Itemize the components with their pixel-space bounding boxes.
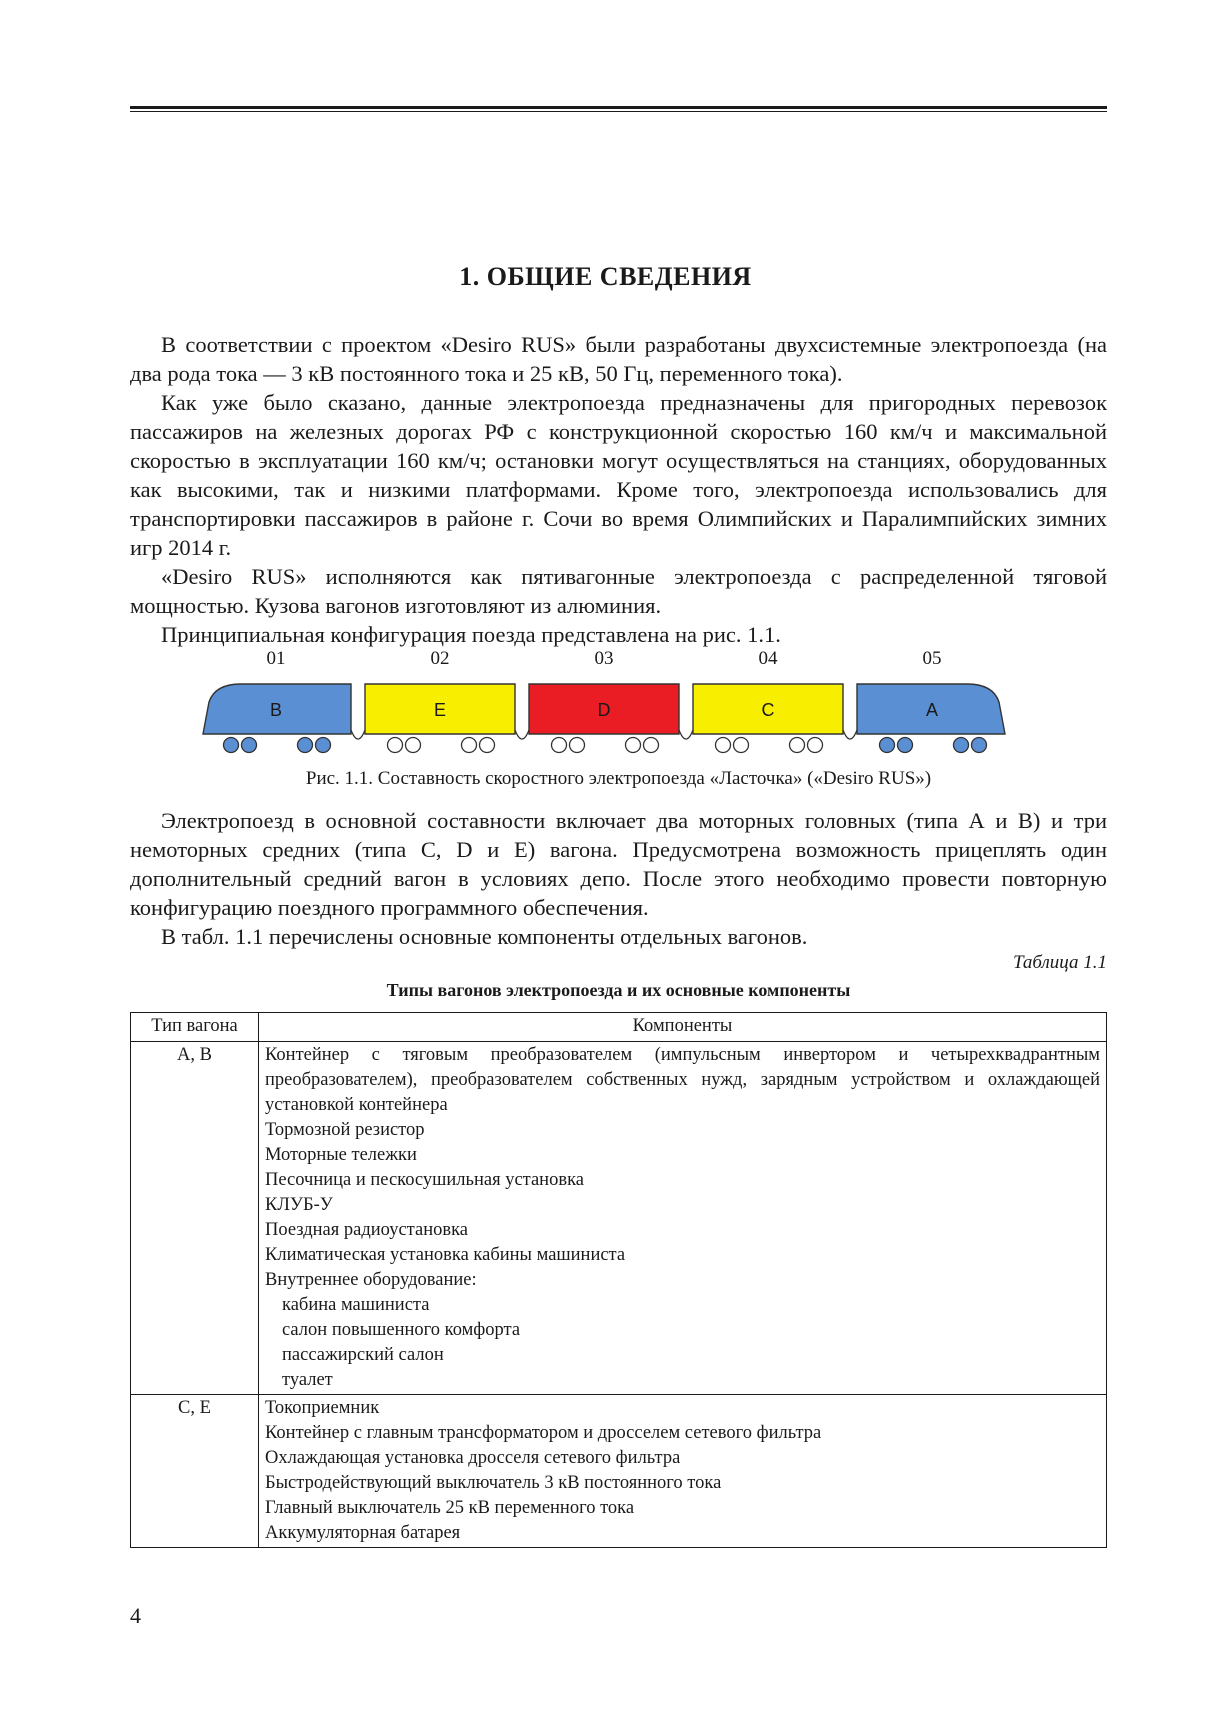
body-text bbox=[130, 806, 1107, 951]
train-diagram bbox=[195, 648, 1045, 758]
trailer-wheel bbox=[570, 738, 585, 753]
car-type-label: E bbox=[433, 700, 447, 720]
component-item: Главный выключатель 25 кВ переменного тока bbox=[265, 1498, 635, 1518]
paragraph: «Desiro RUS» исполняются как пятивагонные электропоезда с распределенной тяговой мощностью. Кузова вагонов изготовляют из алюминия. bbox=[130, 564, 1107, 618]
components-cell bbox=[259, 1395, 1107, 1548]
car-number-label: 05 bbox=[922, 648, 942, 669]
coupler bbox=[843, 730, 857, 739]
paragraph: Как уже было сказано, данные электропоезда предназначены для пригородных перевозок пассажиров на железных дорогах РФ с конструкционной скоростью 160 км/ч и максимальной скоростью в эксплуатации 160 км/ч; остановки могут осуществляться на станциях, оборудованных как высокими, так и низкими платформами. Кроме того, электропоезда использовались для транспортировки пассажиров в районе г. Сочи во время Олимпийских и Паралимпийских зимних игр 2014 г. bbox=[130, 390, 1107, 560]
trailer-wheel bbox=[462, 738, 477, 753]
components-table bbox=[130, 1012, 1107, 1548]
component-item: Тормозной резистор bbox=[265, 1120, 425, 1140]
component-subitem: туалет bbox=[282, 1370, 333, 1390]
header-rule-thin bbox=[130, 111, 1107, 112]
table-row bbox=[131, 1042, 1107, 1395]
component-item: Быстродействующий выключатель 3 кВ постоянного тока bbox=[265, 1473, 722, 1493]
trailer-wheel bbox=[716, 738, 731, 753]
table-header-row bbox=[131, 1013, 1107, 1042]
car-type-label: A bbox=[925, 700, 939, 720]
trailer-wheel bbox=[480, 738, 495, 753]
coupler bbox=[351, 730, 365, 739]
trailer-wheel bbox=[790, 738, 805, 753]
car-type-cell: А, В bbox=[131, 1042, 259, 1395]
motor-wheel bbox=[316, 738, 331, 753]
section-heading: 1. ОБЩИЕ СВЕДЕНИЯ bbox=[459, 262, 752, 291]
component-item: Климатическая установка кабины машиниста bbox=[265, 1245, 626, 1265]
motor-wheel bbox=[224, 738, 239, 753]
car-type-label: D bbox=[597, 700, 611, 720]
component-item: Поездная радиоустановка bbox=[265, 1220, 469, 1240]
table-number: Таблица 1.1 bbox=[1013, 952, 1107, 973]
component-item: Токоприемник bbox=[265, 1398, 380, 1418]
figure-caption: Рис. 1.1. Составность скоростного электропоезда «Ласточка» («Desiro RUS») bbox=[305, 768, 932, 789]
motor-wheel bbox=[242, 738, 257, 753]
trailer-wheel bbox=[552, 738, 567, 753]
trailer-wheel bbox=[644, 738, 659, 753]
paragraph: Электропоезд в основной составности включает два моторных головных (типа А и В) и три немоторных средних (типа С, D и Е) вагона. Предусмотрена возможность прицеплять один дополнительный средний вагон в условиях депо. После этого необходимо провести повторную конфигурацию поездного программного обеспечения. bbox=[130, 808, 1107, 920]
component-subitem: салон повышенного комфорта bbox=[282, 1320, 521, 1340]
car-number-label: 01 bbox=[266, 648, 286, 669]
component-subitem: кабина машиниста bbox=[282, 1295, 430, 1315]
intro-text bbox=[130, 330, 1107, 649]
component-item: Внутреннее оборудование: bbox=[265, 1270, 477, 1290]
paragraph: Принципиальная конфигурация поезда представлена на рис. 1.1. bbox=[161, 622, 781, 647]
car-number-label: 02 bbox=[430, 648, 450, 669]
motor-wheel bbox=[954, 738, 969, 753]
motor-wheel bbox=[880, 738, 895, 753]
car-type-label: C bbox=[761, 700, 775, 720]
column-header-type: Тип вагона bbox=[131, 1013, 259, 1042]
trailer-wheel bbox=[406, 738, 421, 753]
trailer-wheel bbox=[808, 738, 823, 753]
trailer-wheel bbox=[734, 738, 749, 753]
components-cell bbox=[259, 1042, 1107, 1395]
car-number-label: 03 bbox=[594, 648, 614, 669]
page-number: 4 bbox=[130, 1603, 141, 1628]
motor-wheel bbox=[298, 738, 313, 753]
component-item: Аккумуляторная батарея bbox=[265, 1523, 461, 1543]
coupler bbox=[515, 730, 529, 739]
component-item: Контейнер с тяговым преобразователем (импульсным инвертором и четырехквадрантным преобразователем), преобразователем собственных нужд, зарядным устройством и охлаждающей установкой контейнера bbox=[265, 1045, 1100, 1115]
table-row bbox=[131, 1395, 1107, 1548]
motor-wheel bbox=[972, 738, 987, 753]
component-item: КЛУБ-У bbox=[265, 1195, 333, 1215]
component-item: Песочница и пескосушильная установка bbox=[265, 1170, 584, 1190]
car-type-label: B bbox=[269, 700, 283, 720]
component-subitem: пассажирский салон bbox=[282, 1345, 444, 1365]
car-type-cell: С, Е bbox=[131, 1395, 259, 1548]
header-rule-thick bbox=[130, 106, 1107, 109]
component-item: Моторные тележки bbox=[265, 1145, 417, 1165]
column-header-components: Компоненты bbox=[259, 1013, 1107, 1042]
coupler bbox=[679, 730, 693, 739]
component-item: Контейнер с главным трансформатором и дросселем сетевого фильтра bbox=[265, 1423, 822, 1443]
paragraph: В табл. 1.1 перечислены основные компоненты отдельных вагонов. bbox=[161, 924, 808, 949]
component-item: Охлаждающая установка дросселя сетевого фильтра bbox=[265, 1448, 681, 1468]
paragraph: В соответствии с проектом «Desiro RUS» были разработаны двухсистемные электропоезда (на два рода тока — 3 кВ постоянного тока и 25 кВ, 50 Гц, переменного тока). bbox=[130, 332, 1107, 386]
car-number-label: 04 bbox=[758, 648, 778, 669]
table-title: Типы вагонов электропоезда и их основные компоненты bbox=[386, 980, 851, 1000]
trailer-wheel bbox=[626, 738, 641, 753]
motor-wheel bbox=[898, 738, 913, 753]
trailer-wheel bbox=[388, 738, 403, 753]
